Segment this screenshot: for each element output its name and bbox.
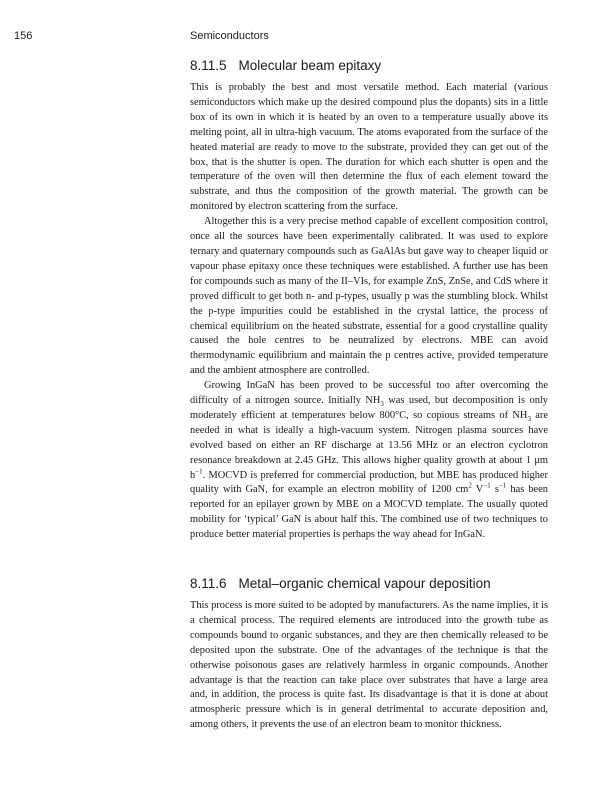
section-title: Metal–organic chemical vapour deposition xyxy=(238,576,491,591)
paragraph: Altogether this is a very precise method capable of excellent composition control, once all the sources have been experimentally calibrated. It was used to explore ternary and quaternary compounds such as GaAlAs but gave way to cheaper liquid or vapour phase epitaxy once these techniques were established. A further use has been for compounds such as many of the II–VIs, for example ZnS, ZnSe, and CdS where it proved difficult to get both n- and p-types, usually p was the stumbling block. Whilst the p-type impurities could be established in the crystal lattice, the process of chemical equilibrium on the heated substrate, essential for a good crystalline quality caused the hole centres to be neutralized by electrons. MBE can avoid thermodynamic equilibrium and maintain the p centres active, provided temperature and the ambient atmosphere are controlled. xyxy=(190,216,548,377)
paragraph: Growing InGaN has been proved to be successful too after overcoming the difficulty of a nitrogen source. Initially $NH_3$ was used, but decomposition is only moderately efficient at temperatures below 800°C, so copious streams of $NH_3$ are needed in what is ideally a high-vacuum system. Nitrogen plasma sources have evolved based on either an RF discharge at 13.56 MHz or an electron cyclotron resonance breakdown at 2.45 GHz. This allows higher quality growth at about 1 μm $h^{-1}$. MOCVD is preferred for commercial production, but MBE has produced higher quality with GaN, for example an electron mobility of 1200 $cm^2$ $V^{-1}$ $s^{-1}$ has been reported for an epilayer grown by MBE on a MOCVD template. The usually quoted mobility for ‘typical’ GaN is about half this. The combined use of two techniques to produce better material properties is perhaps the way ahead for InGaN. xyxy=(190,380,548,541)
page-number: 156 xyxy=(14,30,33,42)
section-mocvd xyxy=(190,576,548,733)
section-title: Molecular beam epitaxy xyxy=(238,58,382,73)
running-header xyxy=(0,30,615,50)
paragraph: This process is more suited to be adopted by manufacturers. As the name implies, it is a chemical process. The required elements are introduced into the growth tube as compounds bound to organic substances, and they are then chemically released to be deposited upon the substrate. One of the advantages of the technique is that the otherwise poisonous gases are relatively harmless in organic compounds. Another advantage is that the reaction can take place over substrates that have a large area and, in addition, the process is quite fast. Its disadvantage is that it is done at about atmospheric pressure which is in general detrimental to accurate deposition and, among others, it prevents the use of an electron beam to monitor thickness. xyxy=(190,600,548,731)
section-number: 8.11.5 xyxy=(190,58,227,73)
section-heading xyxy=(190,58,548,73)
chapter-title: Semiconductors xyxy=(190,30,269,42)
section-molecular-beam-epitaxy xyxy=(190,58,548,543)
section-heading xyxy=(190,576,548,591)
paragraph: This is probably the best and most versatile method. Each material (various semiconductors which make up the desired compound plus the dopants) sits in a little box of its own in which it is heated by an oven to a temperature usually above its melting point, all in ultra-high vacuum. The atoms evaporated from the surface of the heated material are ready to move to the substrate, provided they can get out of the box, that is the shutter is open. The duration for which each shutter is open and the temperature of the oven will then determine the flux of each element toward the substrate, and thus the composition of the growth material. The growth can be monitored by electron scattering from the surface. xyxy=(190,82,548,213)
section-number: 8.11.6 xyxy=(190,576,227,591)
